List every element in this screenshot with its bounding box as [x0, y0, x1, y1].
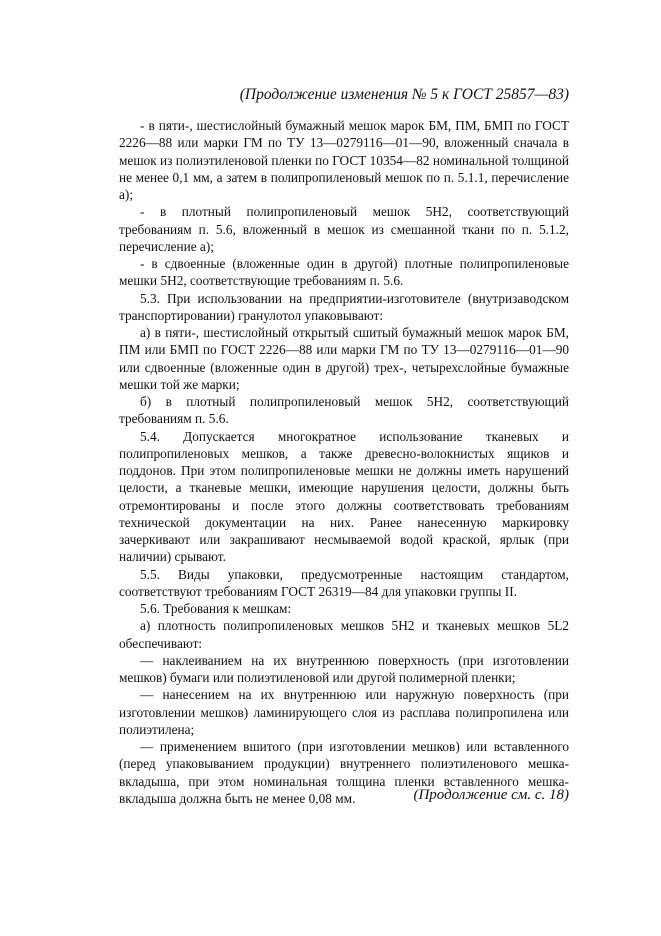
page-header: (Продолжение изменения № 5 к ГОСТ 25857—83): [239, 86, 569, 103]
paragraph: — наклеиванием на их внутреннюю поверхность (при изготовлении мешков) бумаги или полиэтиленовой или другой полимерной пленки;: [119, 652, 569, 685]
paragraph: - в пяти-, шестислойный бумажный мешок марок БМ, ПМ, БМП по ГОСТ 2226—88 или марки ГМ по ТУ 13—0279116—01—90, вложенный сначала в мешок из полиэтиленовой пленки по ГОСТ 10354—82 номинальной толщиной не менее 0,1 мм, а затем в полипропиленовый мешок по п. 5.1.1, перечисление а);: [119, 118, 569, 202]
paragraph: - в плотный полипропиленовый мешок 5Н2, соответствующий требованиям п. 5.6, вложенный в мешок из смешанной ткани по п. 5.1.2, перечисление а);: [119, 204, 569, 254]
paragraph: б) в плотный полипропиленовый мешок 5Н2, соответствующий требованиям п. 5.6.: [119, 394, 569, 427]
paragraph: а) плотность полипропиленовых мешков 5Н2 и тканевых мешков 5L2 обеспечивают:: [119, 618, 569, 651]
paragraph: 5.4. Допускается многократное использование тканевых и полипропиленовых мешков, а также древесно-волокнистых ящиков и поддонов. При этом полипропиленовые мешки не должны иметь нарушений целости, а тканевые мешки, имеющие нарушения целости, должны быть отремонтированы и после этого должны соответствовать требованиям технической документации на них. Ранее нанесенную маркировку зачеркивают или закрашивают несмываемой водой краской, ярлык (при наличии) срывают.: [119, 428, 569, 565]
paragraph: 5.6. Требования к мешкам:: [140, 601, 292, 616]
paragraph: — нанесением на их внутреннюю или наружную поверхность (при изготовлении мешков) ламинирующего слоя из расплава полипропилена или полиэтилена;: [119, 687, 569, 737]
paragraph: — применением вшитого (при изготовлении мешков) или вставленного (перед упаковыванием продукции) внутреннего полиэтиленового мешка-вкладыша, при этом номинальная толщина пленки вставленного мешка-вкладыша должна быть не менее 0,08 мм.: [119, 739, 569, 806]
paragraph: 5.5. Виды упаковки, предусмотренные настоящим стандартом, соответствуют требованиям ГОСТ 26319—84 для упаковки группы II.: [119, 566, 569, 599]
paragraph: а) в пяти-, шестислойный открытый сшитый бумажный мешок марок БМ, ПМ или БМП по ГОСТ 2226—88 или марки ГМ по ТУ 13—0279116—01—90 или сдвоенные (вложенные один в другой) трех-, четырехслойные бумажные мешки той же марки;: [119, 325, 569, 392]
document-body: [119, 117, 569, 807]
page-footer: (Продолжение см. с. 18): [413, 787, 569, 803]
paragraph: 5.3. При использовании на предприятии-изготовителе (внутризаводском транспортировании) гранулотол упаковывают:: [119, 290, 569, 323]
paragraph: - в сдвоенные (вложенные один в другой) плотные полипропиленовые мешки 5Н2, соответствующие требованиям п. 5.6.: [119, 256, 569, 289]
